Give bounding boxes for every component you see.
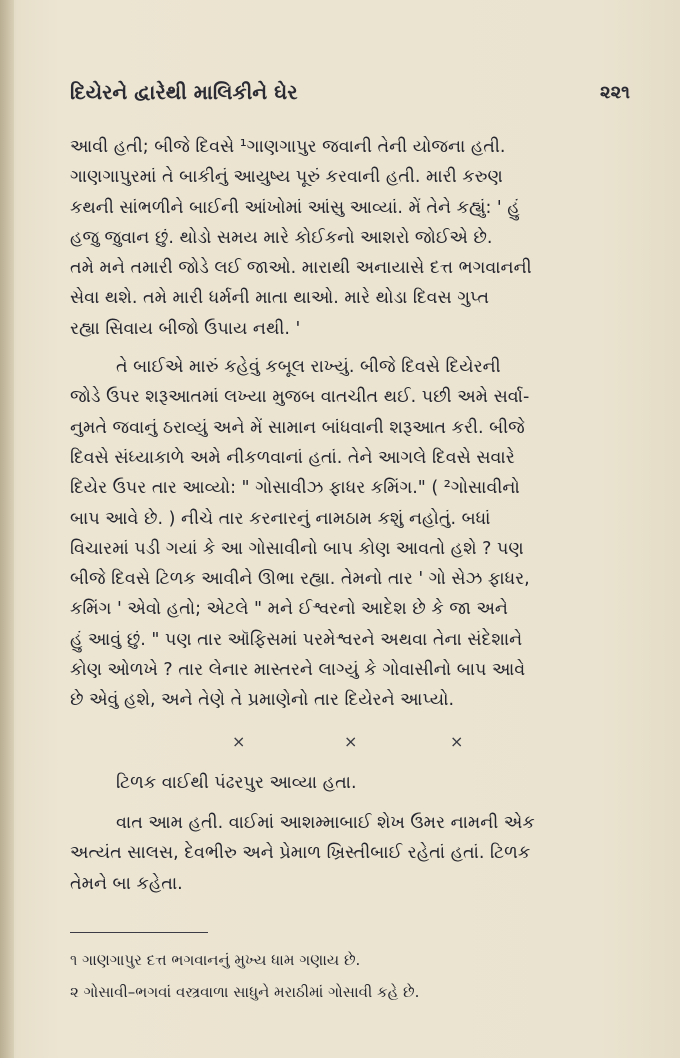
footnote-rule xyxy=(70,932,208,933)
text-line: જોડે ઉપર શરૂઆતમાં લખ્યા મુજબ વાતચીત થઈ. પછી અમે સર્વા- xyxy=(70,387,530,408)
text-line: ટિળક વાઈથી પંઢરપુર આવ્યા હતા. xyxy=(116,772,357,793)
text-line: વાત આમ હતી. વાઈમાં આશમ્માબાઈ શેખ ઉમર નામની એક xyxy=(116,812,535,833)
text-line: તમે મને તમારી જોડે લઈ જાઓ. મારાથી અનાયાસે દત્ત ભગવાનની xyxy=(70,258,532,279)
separator-mark: × xyxy=(232,731,246,751)
text-line: દિવસે સંધ્યાકાળે અમે નીકળવાનાં હતાં. તેને આગલે દિવસે સવારે xyxy=(70,447,515,468)
text-line: બીજે દિવસે ટિળક આવીને ઊભા રહ્યા. તેમનો તાર ' ગો સેઝ ફાધર, xyxy=(70,569,530,590)
footnotes xyxy=(70,944,632,1008)
text-line: તેમને બા કહેતા. xyxy=(70,873,183,894)
paragraph-4 xyxy=(70,808,632,899)
text-line: હું આવું છું. " પણ તાર ઑફિસમાં પરમેશ્વરને અથવા તેના સંદેશાને xyxy=(70,629,523,650)
text-line: વિચારમાં પડી ગયાં કે આ ગોસાવીનો બાપ કોણ આવતો હશે ? પણ xyxy=(70,538,524,559)
text-line: છે એવું હશે, અને તેણે તે પ્રમાણેનો તાર દિયેરને આપ્યો. xyxy=(70,690,455,711)
text-line: દિયેર ઉપર તાર આવ્યો: " ગોસાવીઝ ફાધર કમિંગ." ( ²ગોસાવીનો xyxy=(70,478,520,499)
separator-mark: × xyxy=(450,731,464,751)
text-line: રહ્યા સિવાય બીજો ઉપાય નથી. ' xyxy=(70,318,301,339)
paragraph-3 xyxy=(70,768,632,798)
text-line: હજુ જુવાન છું. થોડો સમય મારે કોઈકનો આશરો જોઈએ છે. xyxy=(70,227,493,248)
text-line: આવી હતી; બીજે દિવસે ¹ગાણગાપુર જવાની તેની યોજના હતી. xyxy=(70,137,506,157)
text-line: બાપ આવે છે. ) નીચે તાર કરનારનું નામઠામ કશું નહોતું. બધાં xyxy=(70,508,491,529)
separator-mark: × xyxy=(344,731,358,751)
text-line: ગાણગાપુરમાં તે બાકીનું આયુષ્ય પૂરું કરવાની હતી. મારી કરુણ xyxy=(70,167,503,188)
chapter-title: દિયેરને દ્વારેથી માલિકીને ઘેર xyxy=(70,80,298,104)
text-line: કથની સાંભળીને બાઈની આંખોમાં આંસુ આવ્યાં. મેં તેને કહ્યું: ' હું xyxy=(70,197,520,218)
running-header xyxy=(70,80,630,110)
text-line: કમિંગ ' એવો હતો; એટલે " મને ઈશ્વરનો આદેશ છે કે જા અને xyxy=(70,599,508,620)
text-line: નુમતે જવાનું ઠરાવ્યું અને મેં સામાન બાંધવાની શરૂઆત કરી. બીજે xyxy=(70,417,525,438)
text-line: કોણ ઓળખે ? તાર લેનાર માસ્તરને લાગ્યું કે ગોવાસીનો બાપ આવે xyxy=(70,660,526,681)
text-line: અત્યંત સાલસ, દેવભીરુ અને પ્રેમાળ ખ્રિસ્તીબાઈ રહેતાં હતાં. ટિળક xyxy=(70,843,531,864)
paragraph-2 xyxy=(70,352,632,716)
footnote-2: ૨ ગોસાવી–ભગવાં વસ્ત્રવાળા સાધુને મરાઠીમાં ગોસાવી કહે છે. xyxy=(70,983,420,1001)
section-separator xyxy=(70,724,632,764)
text-line: તે બાઈએ મારું કહેવું કબૂલ રાખ્યું. બીજે દિવસે દિયેરની xyxy=(116,357,501,378)
footnote-1: ૧ ગાણગાપુર દત્ત ભગવાનનું મુખ્ય ધામ ગણાય છે. xyxy=(70,951,361,969)
page-number: ૨૨૧ xyxy=(600,82,630,103)
paragraph-1 xyxy=(70,132,632,344)
text-line: સેવા થશે. તમે મારી ધર્મની માતા થાઓ. મારે થોડા દિવસ ગુપ્ત xyxy=(70,288,489,309)
book-gutter xyxy=(0,0,14,1058)
body-text xyxy=(70,132,632,899)
